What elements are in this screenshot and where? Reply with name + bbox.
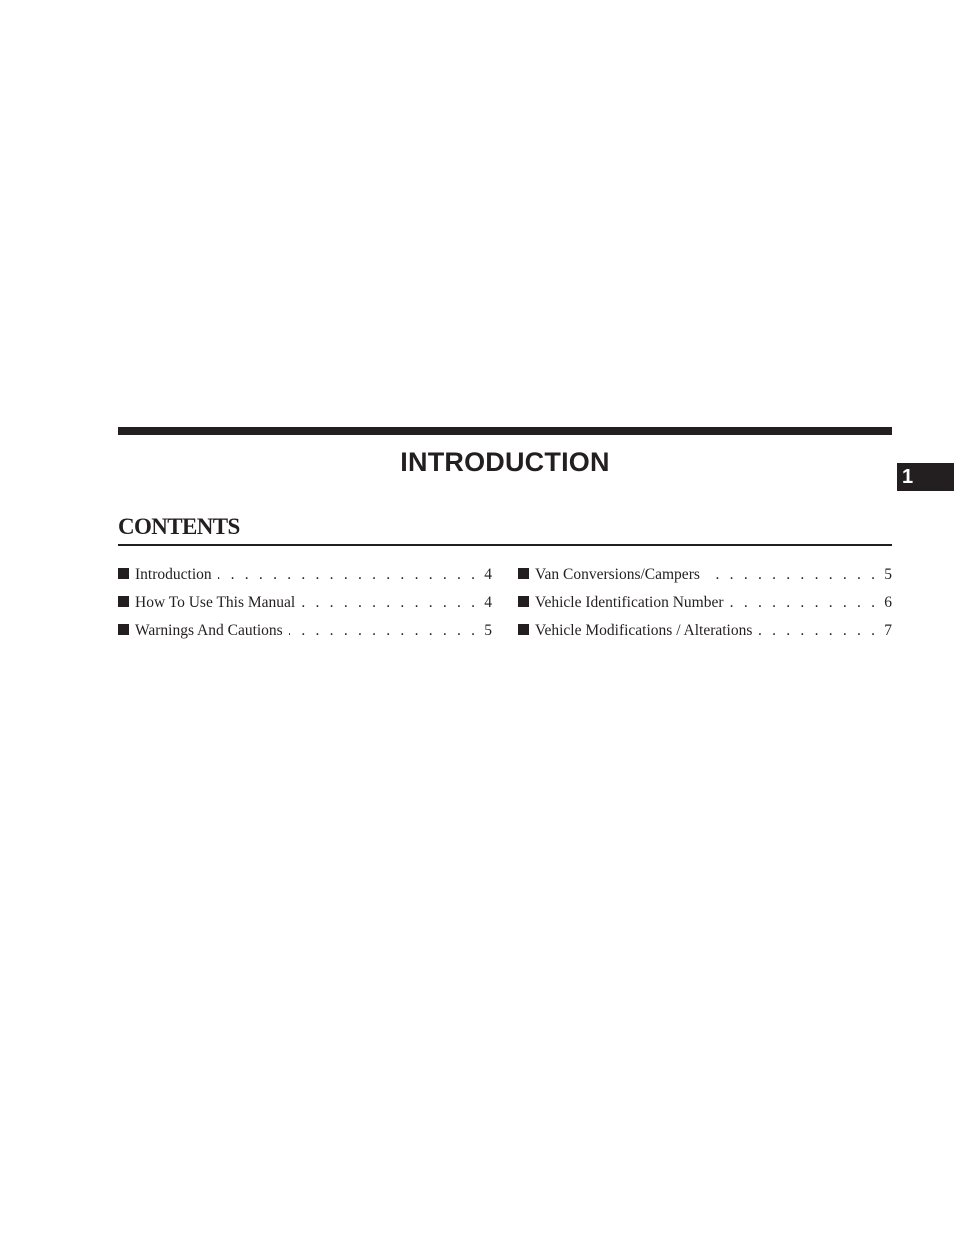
- toc-item-how-to-use-this-manual[interactable]: [118, 591, 492, 619]
- toc-column-right: [518, 563, 892, 647]
- toc-item-page: 7: [884, 622, 892, 639]
- square-bullet-icon: [518, 596, 529, 607]
- chapter-tab: [897, 463, 954, 491]
- chapter-top-rule: [118, 427, 892, 435]
- square-bullet-icon: [518, 624, 529, 635]
- chapter-title: INTRODUCTION: [400, 447, 610, 477]
- toc-item-label: How To Use This Manual: [135, 594, 296, 611]
- square-bullet-icon: [118, 596, 129, 607]
- toc-leader-dots: [758, 619, 878, 643]
- square-bullet-icon: [118, 568, 129, 579]
- toc-item-introduction[interactable]: [118, 563, 492, 591]
- chapter-tab-number: 1: [902, 466, 914, 488]
- toc-leader-dots: [730, 591, 879, 615]
- square-bullet-icon: [118, 624, 129, 635]
- toc-item-page: 5: [484, 622, 492, 639]
- toc-item-page: 4: [484, 566, 492, 583]
- toc-item-page: 4: [484, 594, 492, 611]
- square-bullet-icon: [518, 568, 529, 579]
- toc-item-warnings-and-cautions[interactable]: [118, 619, 492, 647]
- toc-item-label: Vehicle Identification Number: [535, 594, 724, 611]
- toc-item-page: 6: [884, 594, 892, 611]
- toc-item-page: 5: [884, 566, 892, 583]
- toc-leader-dots: [289, 619, 479, 643]
- toc-column-left: [118, 563, 492, 647]
- toc-item-label: Van Conversions/Campers: [535, 566, 700, 583]
- toc-item-van-conversions-campers[interactable]: [518, 563, 892, 591]
- toc-item-vehicle-modifications-alterations[interactable]: [518, 619, 892, 647]
- toc-leader-dots: [706, 563, 878, 587]
- toc-item-label: Introduction: [135, 566, 212, 583]
- contents-heading: CONTENTS: [118, 514, 240, 539]
- toc-item-vehicle-identification-number[interactable]: [518, 591, 892, 619]
- contents-rule: [118, 544, 892, 546]
- toc-leader-dots: [301, 591, 478, 615]
- toc-leader-dots: [218, 563, 479, 587]
- toc-item-label: Vehicle Modifications / Alterations: [535, 622, 753, 639]
- toc-item-label: Warnings And Cautions: [135, 622, 283, 639]
